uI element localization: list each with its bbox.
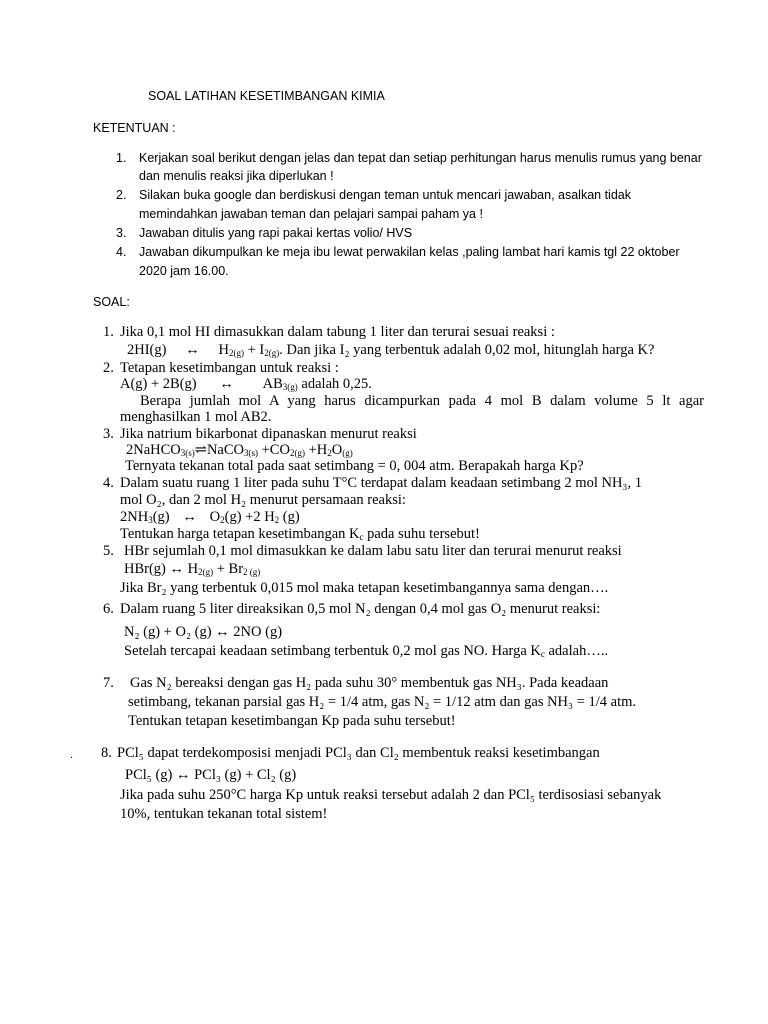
- subscript: 3(s): [244, 448, 258, 458]
- subscript: (g): [342, 448, 353, 458]
- equilibrium-arrow: ⇌: [194, 442, 207, 458]
- reaction-term: + Br: [213, 561, 244, 577]
- equilibrium-arrow: ↔: [185, 342, 200, 358]
- question-number: 3.: [103, 426, 114, 442]
- subscript: 2(g): [228, 348, 244, 358]
- subscript: 2(g): [289, 448, 305, 458]
- rule-text: Jawaban dikumpulkan ke meja ibu lewat perwakilan kelas ,paling lambat hari kamis tgl 22 oktober: [139, 245, 680, 259]
- question-body: Ternyata tekanan total pada saat setimbang = 0, 004 atm. Berapakah harga Kp?: [125, 458, 584, 474]
- question-body: Berapa jumlah mol A yang harus dicampurkan pada 4 mol B dalam volume 5 lt agar: [140, 393, 704, 409]
- subscript: 3: [148, 515, 153, 525]
- question-body: Jika pada suhu 250°C harga Kp untuk reaksi tersebut adalah 2 dan PCl₅ terdisosiasi sebanyak: [120, 787, 662, 803]
- question-text: setimbang, tekanan parsial gas H₂ = 1/4 atm, gas N₂ = 1/12 atm dan gas NH₃ = 1/4 atm.: [128, 694, 637, 710]
- question-text: Gas N₂ bereaksi dengan gas H₂ pada suhu 30° membentuk gas NH₃. Pada keadaan: [130, 675, 609, 691]
- question-number: 6.: [103, 601, 114, 617]
- question-text: mol O₂, dan 2 mol H₂ menurut persamaan reaksi:: [120, 492, 406, 508]
- rule-number: 2.: [116, 188, 127, 202]
- rule-number: 4.: [116, 245, 127, 259]
- subscript: 2(g): [264, 348, 280, 358]
- page-title: SOAL LATIHAN KESETIMBANGAN KIMIA: [148, 89, 385, 103]
- question-body: 10%, tentukan tekanan total sistem!: [120, 806, 328, 822]
- question-text: HBr sejumlah 0,1 mol dimasukkan ke dalam labu satu liter dan terurai menurut reaksi: [124, 543, 622, 559]
- margin-dot: .: [70, 749, 74, 761]
- question-body-text: pada suhu tersebut!: [363, 526, 480, 542]
- question-text: Tetapan kesetimbangan untuk reaksi :: [120, 360, 339, 376]
- rule-text: dan menulis reaksi jika diperlukan !: [139, 169, 334, 183]
- rule-number: 1.: [116, 151, 127, 165]
- reaction-term: (g): [152, 509, 170, 525]
- question-number: 5.: [103, 543, 114, 559]
- question-body: [120, 526, 480, 543]
- equilibrium-arrow: ↔: [219, 376, 234, 392]
- question-number: 7.: [103, 675, 114, 691]
- subscript: 2: [220, 515, 225, 525]
- question-text: Dalam ruang 5 liter direaksikan 0,5 mol N₂ dengan 0,4 mol gas O₂ menurut reaksi:: [120, 601, 601, 617]
- ketentuan-heading: KETENTUAN :: [93, 121, 176, 135]
- reaction-term: H: [218, 342, 229, 358]
- question-text: Tentukan tetapan kesetimbangan Kp pada suhu tersebut!: [128, 713, 456, 729]
- reaction-term: O: [209, 509, 221, 525]
- reaction-equation: N₂ (g) + O₂ (g) ↔ 2NO (g): [124, 624, 283, 640]
- reaction-term: HBr(g) ↔ H: [124, 561, 199, 577]
- rule-text: Jawaban ditulis yang rapi pakai kertas volio/ HVS: [139, 226, 413, 240]
- reaction-equation: [124, 561, 260, 578]
- question-number: 2.: [103, 360, 114, 376]
- question-number: 1.: [103, 324, 114, 340]
- question-body-text: Tentukan harga tetapan kesetimbangan K: [120, 526, 360, 542]
- question-body: [124, 643, 608, 660]
- reaction-term: NaCO: [206, 442, 244, 458]
- rule-text: 2020 jam 16.00.: [139, 264, 229, 278]
- reaction-equation: PCl₅ (g) ↔ PCl₃ (g) + Cl₂ (g): [125, 767, 297, 783]
- subscript: 2 (g): [243, 567, 261, 577]
- question-body-text: Setelah tercapai keadaan setimbang terbentuk 0,2 mol gas NO. Harga K: [124, 643, 541, 659]
- subscript: 3(s): [180, 448, 195, 458]
- question-number: 8.: [101, 745, 112, 761]
- question-text: Jika 0,1 mol HI dimasukkan dalam tabung 1 liter dan terurai sesuai reaksi :: [120, 324, 555, 340]
- question-body-text: adalah…..: [544, 643, 609, 659]
- reaction-equation: [120, 509, 300, 526]
- reaction-term: +H: [304, 442, 328, 458]
- question-text: . Dan jika I₂ yang terbentuk adalah 0,02 mol, hitunglah harga K?: [279, 342, 655, 358]
- question-body: Jika Br₂ yang terbentuk 0,015 mol maka tetapan kesetimbangannya sama dengan….: [120, 580, 609, 596]
- question-body: menghasilkan 1 mol AB2.: [120, 409, 272, 425]
- reaction-term: +CO: [258, 442, 290, 458]
- question-text: Jika natrium bikarbonat dipanaskan menurut reaksi: [120, 426, 417, 442]
- reaction-term: (g) +2 H: [224, 509, 275, 525]
- reaction-term: + I: [243, 342, 265, 358]
- reaction-term: 2NH: [120, 509, 149, 525]
- rule-text: Kerjakan soal berikut dengan jelas dan tepat dan setiap perhitungan harus menulis rumus yang benar: [139, 151, 702, 165]
- subscript: 2: [327, 448, 332, 458]
- reaction-term: O: [331, 442, 343, 458]
- reaction-lhs: A(g) + 2B(g): [120, 376, 197, 392]
- reaction-equation: [126, 442, 353, 459]
- reaction-equation: [120, 376, 372, 393]
- reaction-equation: [127, 342, 654, 359]
- question-number: 4.: [103, 475, 114, 491]
- question-text: adalah 0,25.: [297, 376, 372, 392]
- rule-text: Silakan buka google dan berdiskusi dengan teman untuk mencari jawaban, asalkan tidak: [139, 188, 631, 202]
- question-text: PCl₅ dapat terdekomposisi menjadi PCl₃ dan Cl₂ membentuk reaksi kesetimbangan: [117, 745, 600, 761]
- rule-text: memindahkan jawaban teman dan pelajari sampai paham ya !: [139, 207, 483, 221]
- soal-heading: SOAL:: [93, 295, 130, 309]
- subscript: c: [540, 649, 545, 659]
- subscript: 2: [274, 515, 280, 525]
- equilibrium-arrow: ↔: [182, 509, 197, 525]
- reaction-lhs: 2HI(g): [127, 342, 167, 358]
- rule-number: 3.: [116, 226, 127, 240]
- reaction-term: AB: [262, 376, 283, 392]
- subscript: c: [359, 532, 364, 542]
- reaction-term: 2NaHCO: [126, 442, 181, 458]
- subscript: 3(g): [282, 382, 298, 392]
- subscript: 2(g): [198, 567, 214, 577]
- question-text: Dalam suatu ruang 1 liter pada suhu T°C terdapat dalam keadaan setimbang 2 mol NH₃, 1: [120, 475, 642, 491]
- reaction-term: (g): [279, 509, 300, 525]
